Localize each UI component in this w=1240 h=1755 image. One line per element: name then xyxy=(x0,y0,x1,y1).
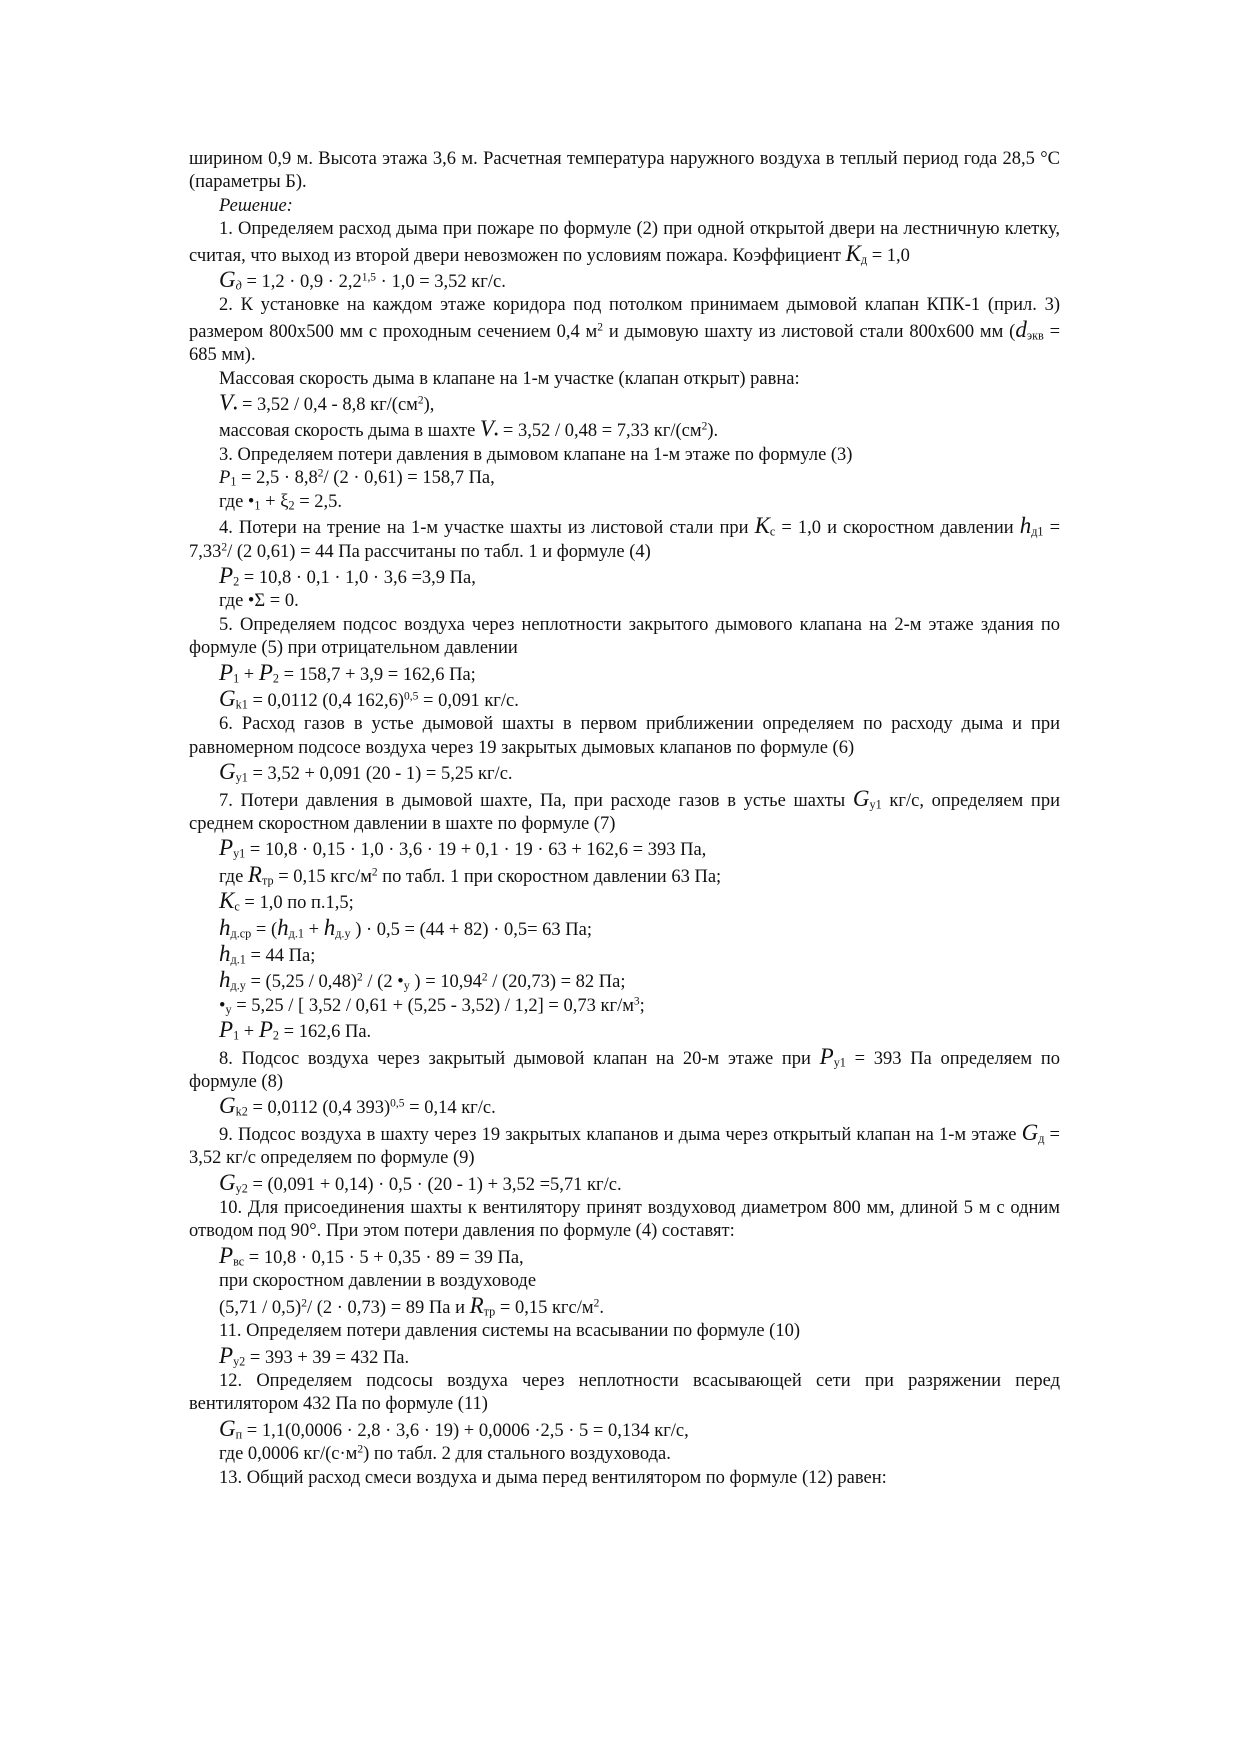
paragraph-intro: ширином 0,9 м. Высота этажа 3,6 м. Расчетная температура наружного воздуха в теплый период года 28,5 °C (параметры Б). xyxy=(189,149,1060,193)
paragraph-step-11: 11. Определяем потери давления системы на всасывании по формуле (10) xyxy=(219,1321,800,1342)
formula-xi: где $•_1 + \xi_2 = 2,5$. xyxy=(219,491,342,513)
formula-gy2: $G_{у2} = (0,091 + 0,14) \cdot 0,5 \cdot (20 - 1) + 3,52 =5,71$ кг/с. xyxy=(219,1169,622,1196)
formula-v-valve: $V_• = 3,52 / 0,4 - 8,8$ $кг/(см^2)$, xyxy=(219,390,435,416)
formula-py2: $P_{у2} = 393 + 39 = 432$ Па. xyxy=(219,1342,410,1368)
formula-py1: $P_{у1} = 10,8 \cdot 0,15 \cdot 1,0 \cdot 3,6 \cdot 19 + 0,1 \cdot 19 \cdot 63 + 162,6 = 393$ Па, xyxy=(219,835,707,861)
paragraph-step-9: 9. Подсос воздуха в шахту через 19 закрытых клапанов и дыма через открытый клапан на 1-м этаже $G_д = 3,52$ кг/с определяем по формуле (9) xyxy=(189,1119,1060,1169)
formula-pvs: $P_{вс} = 10,8 \cdot 0,15 \cdot 5 + 0,35 \cdot 89 = 39$ Па, xyxy=(219,1242,524,1269)
paragraph-step-13: 13. Общий расход смеси воздуха и дыма перед вентилятором по формуле (12) равен: xyxy=(219,1467,887,1488)
paragraph-step-10: 10. Для присоединения шахты к вентилятору принят воздуховод диаметром 800 мм, длиной 5 м с одним отводом под 90°. При этом потери давления по формуле (4) составят: xyxy=(189,1198,1060,1242)
paragraph-step-1: 1. Определяем расход дыма при пожаре по формуле (2) при одной открытой двери на лестничную клетку, считая, что выход из второй двери невозможен по условиям пожара. Коэффициент $K_д = 1,0$ xyxy=(189,219,1060,267)
formula-p1-plus-p2-total: $P_1 + P_2 = 162,6$ Па. xyxy=(219,1017,372,1043)
formula-duct-pressure: (5,71 / 0,5)$^2$/ (2 · 0,73) = 89 Па и $R_{тр} = 0,15$ кгс/$м^2$. xyxy=(219,1292,604,1319)
paragraph-step-2: 2. К установке на каждом этаже коридора под потолком принимаем дымовой клапан КПК-1 (прил. 3) размером 800х500 мм с проходным сечением 0,4 $м^2$ и дымовую шахту из листовой стали 800х600 мм ($d_{экв} = 685$ мм). xyxy=(189,295,1061,366)
formula-v-shaft: массовая скорость дыма в шахте $V_• = 3,52 / 0,48 = 7,33$ $кг/(см^2)$. xyxy=(219,416,719,442)
formula-gk2: $G_{k2} = 0,0112$ (0,4 393)$^{0,5}$ = 0,14 кг/с. xyxy=(219,1093,496,1119)
paragraph-step-7: 7. Потери давления в дымовой шахте, Па, при расходе газов в устье шахты $G_{у1}$ кг/с, определяем при среднем скоростном давлении в шахте по формуле (7) xyxy=(189,785,1060,834)
formula-gp: $G_п = 1,1(0,0006 \cdot 2,8 \cdot 3,6 \cdot 19) + 0,0006 \cdot 2,5 \cdot 5 = 0,134$ кг/с, xyxy=(219,1415,689,1442)
formula-hd1: $h_{д.1} = 44$ Па; xyxy=(219,941,316,967)
text-velocity-pressure: при скоростном давлении в воздуховоде xyxy=(219,1271,537,1292)
formula-hdsr: $h_{д.ср} = (h_{д.1} + h_{д.у}$ ) · 0,5 = (44 + 82) · 0,5= 63 Па; xyxy=(219,914,593,941)
text-steel-duct: где 0,0006 $кг/(с\cdot м^2)$ по табл. 2 для стального воздуховода. xyxy=(219,1443,671,1465)
formula-kc: $K_с = 1,0$ по п.1,5; xyxy=(219,888,354,914)
paragraph-step-5: 5. Определяем подсос воздуха через неплотности закрытого дымового клапана на 2-м этаже здания по формуле (5) при отрицательном давлении xyxy=(189,614,1060,659)
text-mass-velocity-valve: Массовая скорость дыма в клапане на 1-м участке (клапан открыт) равна: xyxy=(219,368,800,389)
formula-sum: где •Σ = 0. xyxy=(219,591,299,612)
paragraph-step-3: 3. Определяем потери давления в дымовом клапане на 1-м этаже по формуле (3) xyxy=(219,444,853,465)
paragraph-step-4: 4. Потери на трение на 1-м участке шахты из листовой стали при $K_с = 1,0$ и скоростном давлении $h_{д1} = 7,33^2/$ (2 0,61) = 44 Па рассчитаны по табл. 1 и формуле (4) xyxy=(189,513,1061,562)
paragraph-step-6: 6. Расход газов в устье дымовой шахты в первом приближении определяем по расходу дыма и при равномерном подсосе воздуха через 19 закрытых дымовых клапанов по формуле (6) xyxy=(189,714,1060,758)
formula-gy1: $G_{у1} = 3,52 + 0,091$ (20 - 1) = 5,25 кг/с. xyxy=(219,759,513,785)
solution-heading: Решение: xyxy=(219,195,293,216)
formula-density: $•_у = 5,25$ / [ 3,52 / 0,61 + (5,25 - 3,52) / 1,2] = 0,73 $кг/м^3$; xyxy=(219,995,645,1017)
formula-p1: $P_1 = 2,5 \cdot 8,8^2/$ (2 · 0,61) = 158,7 Па, xyxy=(219,467,495,489)
formula-gd: $G_д = 1,2 \cdot 0,9 \cdot 2,2^{1,5} \cdot 1,0 = 3,52$ кг/с. xyxy=(219,267,506,293)
document-page xyxy=(189,148,1060,1490)
formula-hdy: $h_{д.у} = (5,25 / 0,48)^2 / (2$ $•_у$ ) = $10,94^2 / (20,73) = 82$ Па; xyxy=(219,967,626,993)
paragraph-step-12: 12. Определяем подсосы воздуха через неплотности всасывающей сети при разряжении перед вентилятором 432 Па по формуле (11) xyxy=(189,1370,1060,1415)
formula-gk1: $G_{k1} = 0,0112$ (0,4 162,6)$^{0,5}$ = 0,091 кг/с. xyxy=(219,685,519,712)
formula-rtr: где $R_{тр} = 0,15$ кгс/$м^2$ по табл. 1 при скоростном давлении 63 Па; xyxy=(219,861,722,888)
paragraph-step-8: 8. Подсос воздуха через закрытый дымовой клапан на 20-м этаже при $P_{у1} = 393$ Па определяем по формуле (8) xyxy=(189,1043,1060,1093)
formula-p2: $P_2 = 10,8 \cdot 0,1 \cdot 1,0 \cdot 3,6 =3,9$ Па, xyxy=(219,562,476,589)
formula-p1-plus-p2: $P_1 + P_2 = 158,7 + 3,9 = 162,6$ Па; xyxy=(219,659,476,685)
